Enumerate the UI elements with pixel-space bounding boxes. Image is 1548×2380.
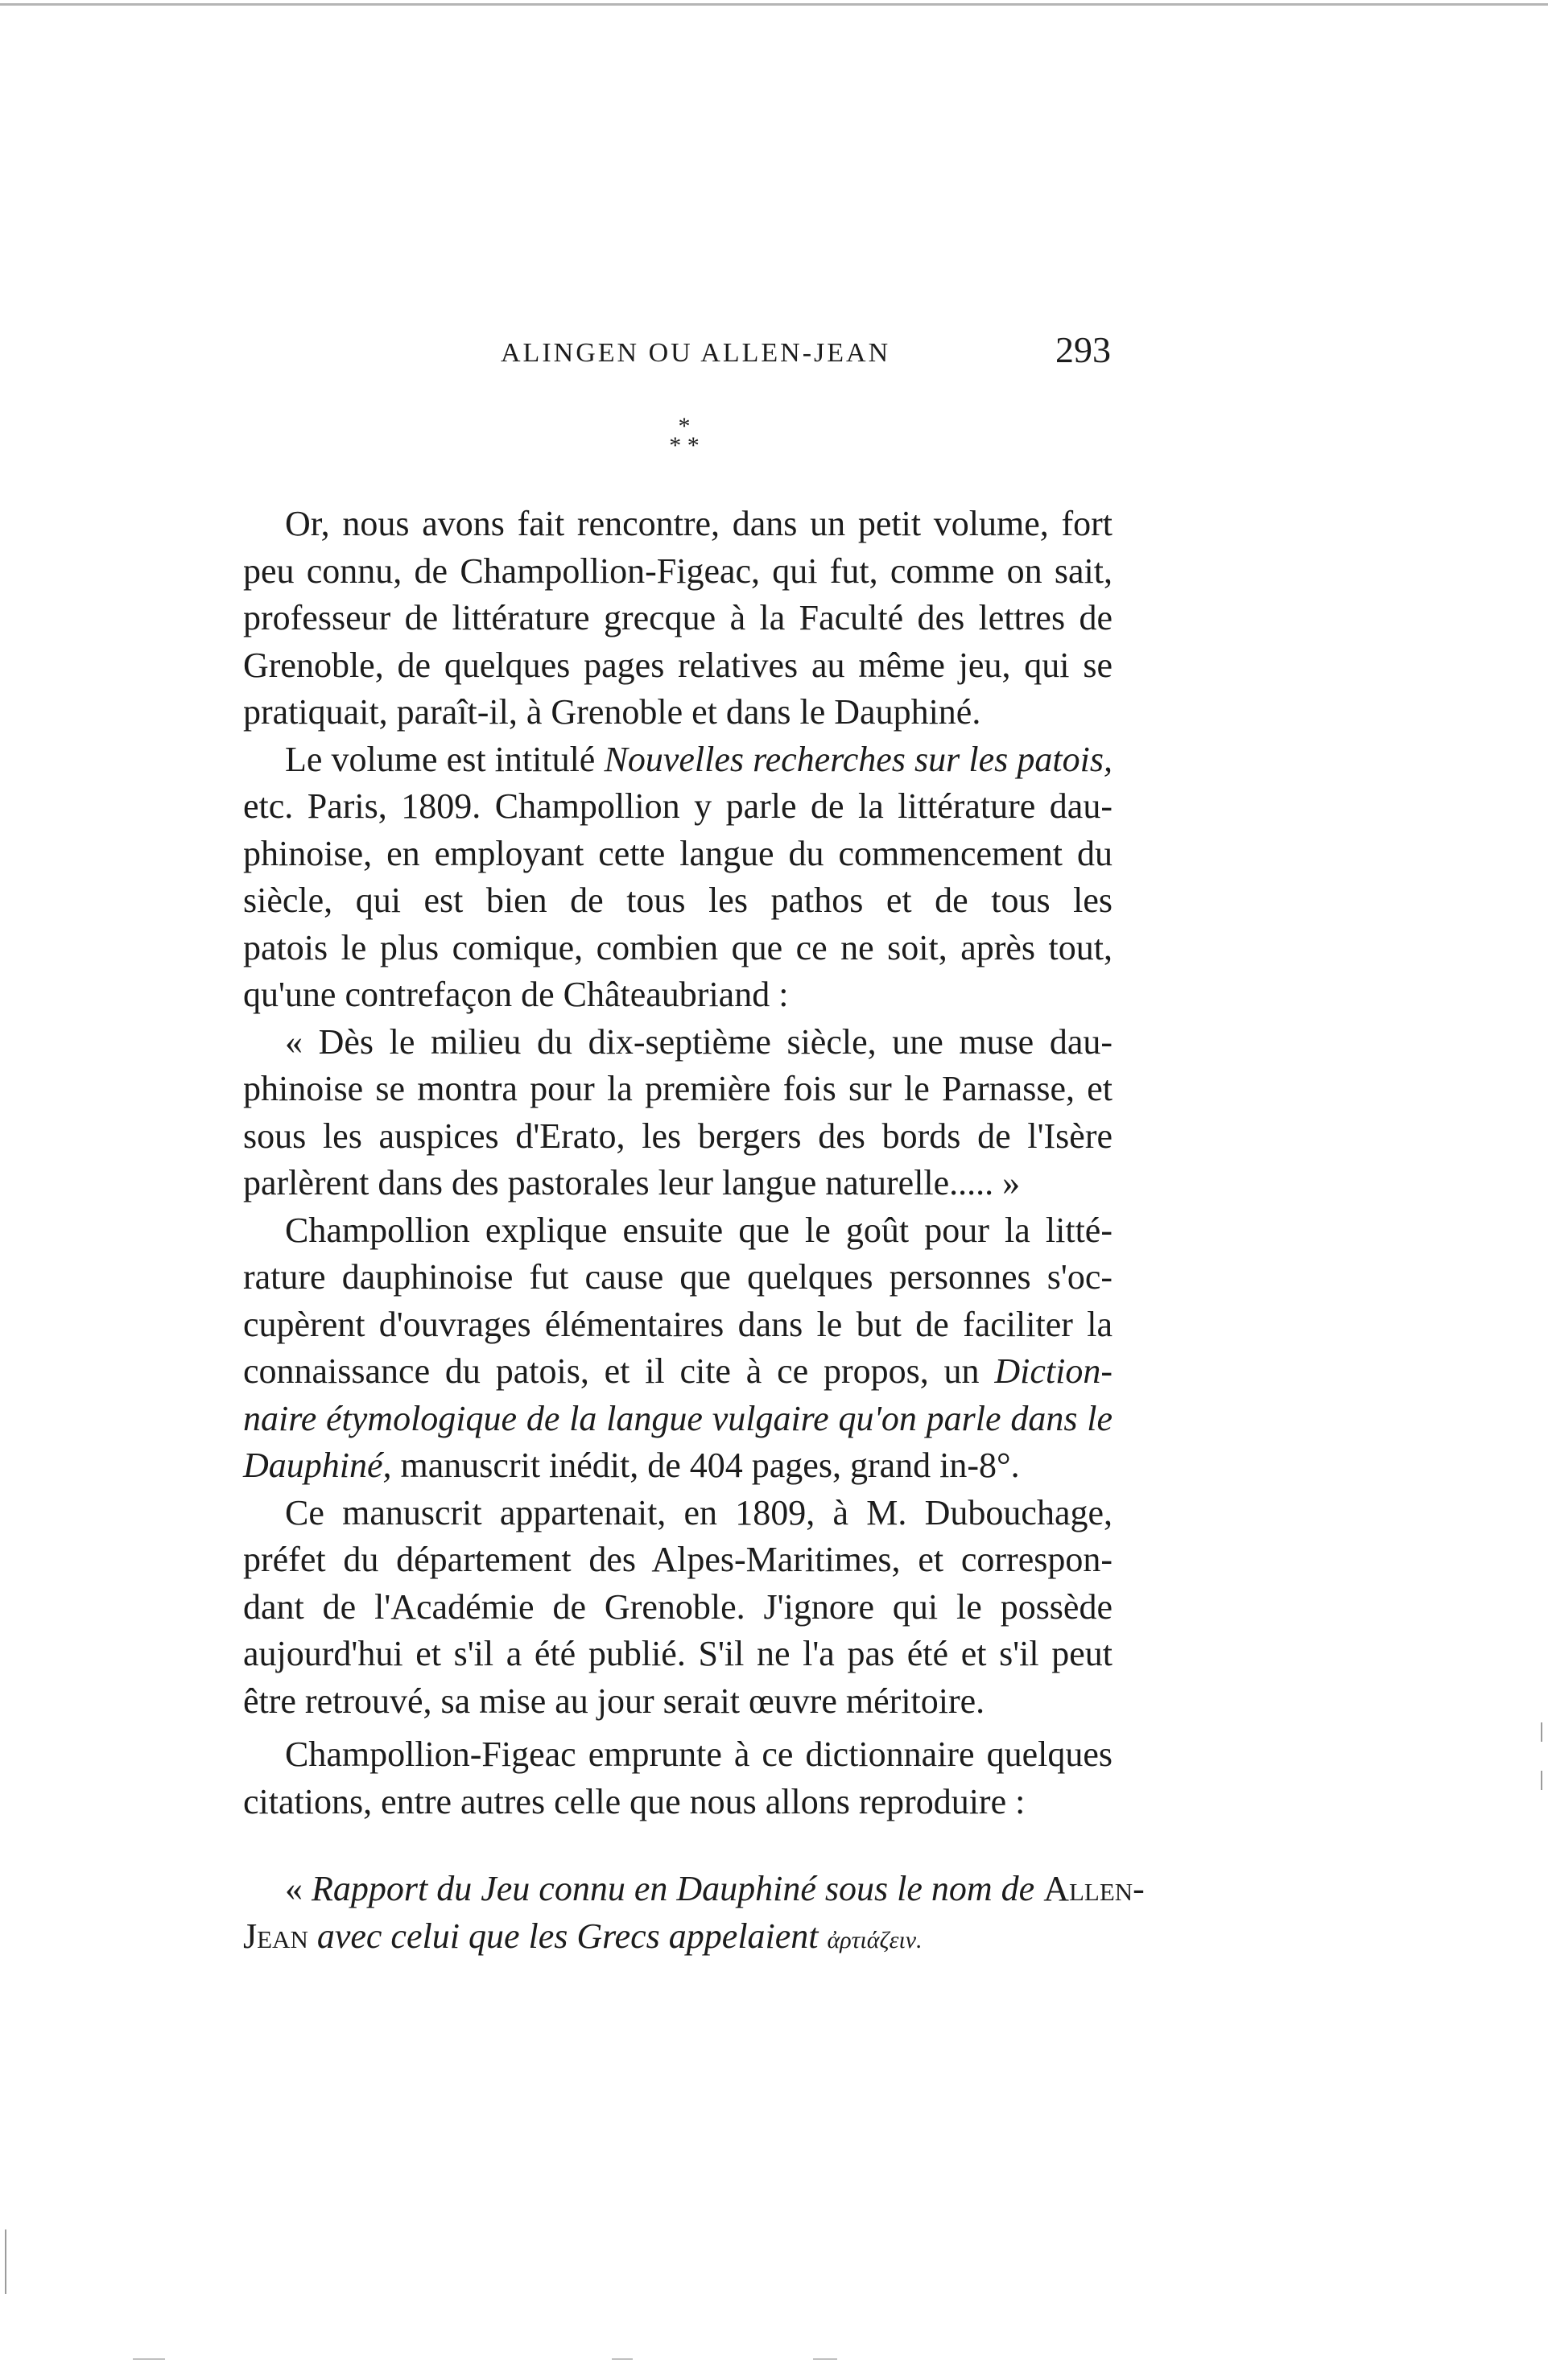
text-line: Champollion explique ensuite que le goût pour la litté- xyxy=(285,1210,1112,1250)
text-line: etc. Paris, 1809. Champollion y parle de la littérature dau- xyxy=(243,786,1112,826)
text-run: manuscrit inédit, de 404 pages, grand in-8°. xyxy=(391,1446,1020,1485)
asterism-top: * xyxy=(678,413,691,439)
text-line: peu connu, de Champollion-Figeac, qui fut, comme on sait, xyxy=(243,551,1112,591)
greek-word: ἀρτιάζειν. xyxy=(827,1926,923,1953)
text-line xyxy=(243,1348,1112,1396)
text-line xyxy=(243,1396,1112,1443)
text-line: dant de l'Académie de Grenoble. J'ignore qui le possède xyxy=(243,1586,1112,1627)
margin-mark xyxy=(1541,1771,1542,1790)
top-rule xyxy=(0,3,1548,6)
text-line: rature dauphinoise fut cause que quelques personnes s'oc- xyxy=(243,1257,1112,1297)
text-run: connaissance du patois, et il cite à ce propos, un xyxy=(243,1351,995,1391)
text-line: parlèrent dans des pastorales leur langue naturelle..... » xyxy=(243,1163,1021,1202)
dictionary-title: naire étymologique de la langue vulgaire qu'on parle dans le xyxy=(243,1398,1112,1438)
book-title: Nouvelles recherches sur les patois, xyxy=(604,739,1112,779)
page-number: 293 xyxy=(1055,329,1111,370)
quote-line xyxy=(243,1866,1145,1913)
text-run: Le volume est intitulé xyxy=(285,739,605,779)
text-line: Grenoble, de quelques pages relatives au même jeu, qui se xyxy=(243,645,1112,685)
text-line: Champollion-Figeac emprunte à ce dictionnaire quelques xyxy=(285,1734,1112,1774)
margin-mark xyxy=(1541,1722,1542,1742)
text-line xyxy=(243,1442,1112,1490)
quote-title: avec celui que les Grecs appelaient xyxy=(316,1916,819,1956)
text-line: préfet du département des Alpes-Maritimes, et correspon- xyxy=(243,1540,1112,1579)
dictionary-title: Diction- xyxy=(994,1351,1112,1391)
text-line: siècle, qui est bien de tous les pathos et de tous les xyxy=(243,881,1112,920)
quote-smallcaps: Jean xyxy=(243,1916,308,1956)
running-head-title: ALINGEN OU ALLEN-JEAN xyxy=(501,338,891,368)
text-line: patois le plus comique, combien que ce ne soit, après tout, xyxy=(243,927,1112,967)
dictionary-title: Dauphiné, xyxy=(243,1446,392,1485)
asterism xyxy=(644,413,724,459)
scan-speck xyxy=(133,2358,165,2360)
quote-smallcaps: Allen- xyxy=(1043,1869,1145,1908)
text-line: qu'une contrefaçon de Châteaubriand : xyxy=(243,975,789,1014)
text-line xyxy=(243,736,1112,784)
quote-line xyxy=(243,1913,1112,1961)
text-line: phinoise, en employant cette langue du commencement du xyxy=(243,833,1112,873)
scan-speck xyxy=(612,2358,633,2360)
text-line: sous les auspices d'Erato, les bergers des bords de l'Isère xyxy=(243,1116,1112,1156)
text-line: phinoise se montra pour la première fois sur le Parnasse, et xyxy=(243,1069,1112,1108)
margin-mark xyxy=(5,2229,6,2294)
text-line: professeur de littérature grecque à la Faculté des lettres de xyxy=(243,598,1112,637)
text-line: « Dès le milieu du dix-septième siècle, une muse dau- xyxy=(285,1021,1112,1062)
asterism-bottom: * * xyxy=(669,432,700,459)
body-text xyxy=(243,501,1145,1960)
text-line: citations, entre autres celle que nous allons reproduire : xyxy=(243,1781,1026,1821)
text-line: aujourd'hui et s'il a été publié. S'il ne l'a pas été et s'il peut xyxy=(243,1634,1112,1673)
quote-open: « xyxy=(285,1869,312,1908)
quote-title: Rapport du Jeu connu en Dauphiné sous le nom de xyxy=(312,1869,1035,1908)
text-line: pratiquait, paraît-il, à Grenoble et dans le Dauphiné. xyxy=(243,692,981,732)
scan-speck xyxy=(813,2358,837,2360)
text-line: Ce manuscrit appartenait, en 1809, à M. Dubouchage, xyxy=(285,1492,1112,1532)
text-line: cupèrent d'ouvrages élémentaires dans le but de faciliter la xyxy=(243,1304,1112,1344)
running-head xyxy=(241,328,1111,377)
text-line: être retrouvé, sa mise au jour serait œuvre méritoire. xyxy=(243,1681,985,1721)
text-line: Or, nous avons fait rencontre, dans un petit volume, fort xyxy=(285,504,1112,543)
